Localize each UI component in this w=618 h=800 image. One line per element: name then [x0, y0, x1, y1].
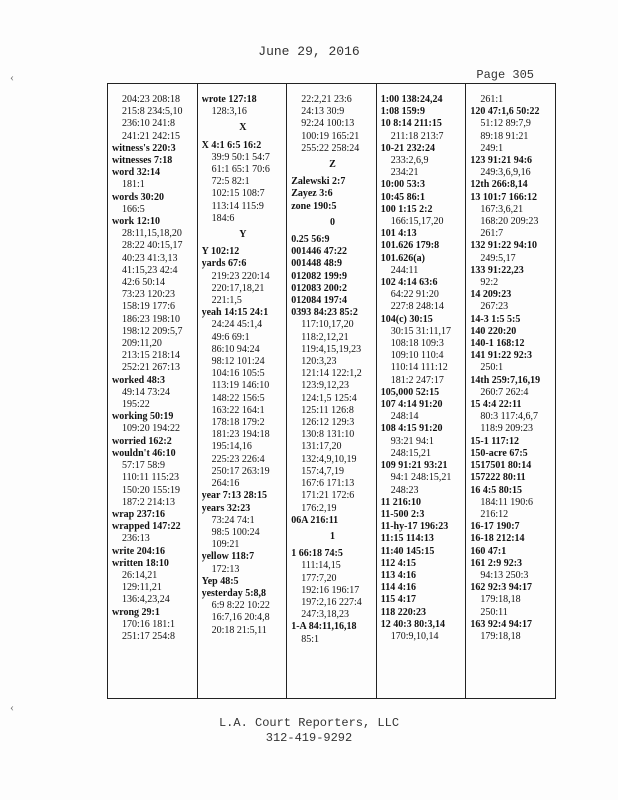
- index-line: 10-21 232:24: [380, 142, 435, 154]
- index-line: 261:1: [480, 94, 504, 105]
- index-line: 114 4:16: [380, 582, 417, 594]
- index-line: 1517501 80:14: [470, 460, 532, 472]
- index-line: 161 2:9 92:3: [470, 557, 523, 569]
- index-line: 168:20 209:23: [480, 216, 539, 228]
- index-line: Zayez 3:6: [291, 188, 333, 200]
- index-line: 157:4,7,19: [301, 465, 344, 477]
- index-line: 216:12: [480, 508, 509, 520]
- index-line: 11 216:10: [380, 496, 422, 508]
- index-line: work 12:10: [112, 216, 161, 228]
- index-line: 148:22 156:5: [211, 392, 265, 404]
- index-line: 179:18,18: [480, 630, 521, 642]
- index-line: 0393 84:23 85:2: [291, 307, 358, 319]
- index-line: 13 101:7 166:12: [470, 191, 538, 203]
- index-line: 115 4:17: [380, 594, 417, 606]
- index-line: 72:5 82:1: [211, 176, 250, 188]
- index-line: 1-A 84:11,16,18: [291, 621, 357, 633]
- index-line: 12th 266:8,14: [470, 179, 528, 191]
- index-line: 125:11 126:8: [301, 404, 354, 416]
- index-line: 192:16 196:17: [301, 584, 360, 596]
- index-line: 264:16: [211, 478, 240, 490]
- index-line: 109:20 194:22: [122, 423, 181, 435]
- index-line: worked 48:3: [112, 374, 166, 386]
- index-line: 124:1,5 125:4: [301, 392, 357, 404]
- index-line: 06A 216:11: [291, 514, 339, 526]
- index-line: 105,000 52:15: [380, 386, 440, 398]
- index-line: 170:9,10,14: [390, 630, 439, 642]
- index-line: 123 91:21 94:6: [470, 155, 533, 167]
- index-line: yards 67:6: [201, 258, 247, 270]
- index-line: 73:24 74:1: [211, 514, 255, 526]
- index-line: 163:22 164:1: [211, 404, 265, 416]
- index-line: years 32:23: [201, 502, 251, 514]
- index-line: 113 4:16: [380, 569, 417, 581]
- index-line: 250:17 263:19: [211, 465, 270, 477]
- index-line: 30:15 31:11,17: [390, 325, 451, 337]
- index-line: 123:9,12,23: [301, 380, 349, 392]
- index-line: Zalewski 2:7: [291, 176, 346, 188]
- index-line: Y 102:12: [201, 246, 240, 258]
- index-column: [198, 84, 288, 698]
- index-line: 24:13 30:9: [301, 106, 345, 118]
- index-line: 001448 48:9: [291, 258, 343, 270]
- index-line: 249:1: [480, 142, 504, 154]
- index-line: 170:16 181:1: [122, 618, 176, 630]
- index-line: 16-18 212:14: [470, 533, 525, 545]
- index-line: 113:14 115:9: [211, 200, 264, 212]
- index-line: 109:21: [211, 539, 240, 551]
- index-line: 16:7,16 20:4,8: [211, 612, 270, 624]
- page-number: Page 305: [476, 68, 534, 82]
- index-line: 130:8 131:10: [301, 429, 355, 441]
- index-line: 120 47:1,6 50:22: [470, 106, 540, 118]
- index-line: 126:12 129:3: [301, 417, 355, 429]
- index-line: 181:23 194:18: [211, 429, 270, 441]
- index-line: 215:8 234:5,10: [122, 106, 183, 118]
- index-line: 158:19 177:6: [122, 301, 176, 313]
- index-line: 98:5 100:24: [211, 526, 260, 538]
- index-line: 267:23: [480, 301, 509, 313]
- index-line: yellow 118:7: [201, 551, 255, 563]
- index-line: 1:00 138:24,24: [380, 94, 443, 105]
- index-line: 195:14,16: [211, 441, 252, 453]
- index-line: 22:2,21 23:6: [301, 94, 352, 105]
- index-line: 89:18 91:21: [480, 130, 529, 142]
- index-line: 236:13: [122, 533, 150, 545]
- index-line: 26:14,21: [122, 569, 158, 581]
- index-line: witness's 220:3: [112, 142, 176, 154]
- index-line: 132:4,9,10,19: [301, 453, 357, 465]
- index-line: 111:14,15: [301, 560, 341, 572]
- index-line: 177:7,20: [301, 572, 337, 584]
- index-letter-heading: Z: [329, 159, 336, 171]
- margin-mark: ‹: [10, 700, 14, 714]
- index-line: 211:18 213:7: [390, 130, 444, 142]
- index-line: 150-acre 67:5: [470, 447, 528, 459]
- index-line: 233:2,6,9: [390, 155, 429, 167]
- index-line: 150:20 155:19: [122, 484, 181, 496]
- index-line: 49:14 73:24: [122, 386, 171, 398]
- index-line: 10:45 86:1: [380, 191, 425, 203]
- index-column: [108, 84, 198, 698]
- index-line: 250:11: [480, 606, 508, 618]
- index-line: 108 4:15 91:20: [380, 423, 443, 435]
- index-line: words 30:20: [112, 191, 164, 203]
- index-line: 220:17,18,21: [211, 282, 265, 294]
- index-line: 244:11: [390, 264, 419, 276]
- index-line: 39:9 50:1 54:7: [211, 151, 270, 163]
- index-line: 012083 200:2: [291, 282, 348, 294]
- index-line: 94:1 248:15,21: [390, 472, 452, 484]
- index-line: 167:3,6,21: [480, 203, 524, 215]
- index-line: 213:15 218:14: [122, 350, 181, 362]
- index-line: 247:3,18,23: [301, 609, 349, 621]
- index-line: 227:8 248:14: [390, 301, 444, 313]
- index-line: 51:12 89:7,9: [480, 118, 531, 130]
- index-line: 102 4:14 63:6: [380, 277, 438, 289]
- index-line: wrong 29:1: [112, 606, 160, 618]
- index-line: worried 162:2: [112, 435, 172, 447]
- index-line: 107 4:14 91:20: [380, 399, 443, 411]
- index-line: 250:1: [480, 362, 504, 374]
- index-column: [466, 84, 555, 698]
- index-line: 14-3 1:5 5:5: [470, 313, 521, 325]
- index-line: written 18:10: [112, 557, 169, 569]
- index-letter-heading: 1: [329, 530, 335, 542]
- index-line: 10:00 53:3: [380, 179, 425, 191]
- index-line: 110:14 111:12: [390, 362, 448, 374]
- index-line: 1:08 159:9: [380, 106, 425, 118]
- index-line: 100 1:15 2:2: [380, 203, 433, 215]
- index-line: 119:4,15,19,23: [301, 343, 362, 355]
- margin-mark: ‹: [10, 70, 14, 84]
- index-line: zone 190:5: [291, 200, 337, 212]
- index-line: 133 91:22,23: [470, 264, 524, 276]
- index-line: 120:3,23: [301, 356, 337, 368]
- index-line: 140-1 168:12: [470, 338, 525, 350]
- index-line: year 7:13 28:15: [201, 490, 267, 502]
- index-line: 101 4:13: [380, 228, 417, 240]
- index-column: [287, 84, 377, 698]
- index-line: wouldn't 46:10: [112, 447, 176, 459]
- index-line: 181:1: [122, 179, 145, 191]
- index-line: 186:23 198:10: [122, 313, 181, 325]
- index-table: [107, 83, 556, 699]
- index-line: 001446 47:22: [291, 246, 348, 258]
- index-line: 160 47:1: [470, 545, 507, 557]
- index-line: 113:19 146:10: [211, 380, 270, 392]
- index-line: 11-500 2:3: [380, 508, 425, 520]
- index-line: 92:24 100:13: [301, 118, 355, 130]
- index-line: word 32:14: [112, 167, 161, 179]
- index-line: yesterday 5:8,8: [201, 587, 267, 599]
- index-line: 163 92:4 94:17: [470, 618, 533, 630]
- index-line: 98:12 101:24: [211, 356, 265, 368]
- index-line: 1 66:18 74:5: [291, 548, 343, 560]
- index-line: 252:21 267:13: [122, 362, 181, 374]
- index-line: 28:22 40:15,17: [122, 240, 183, 252]
- index-line: 197:2,16 227:4: [301, 596, 362, 608]
- index-line: 221:1,5: [211, 295, 242, 307]
- index-letter-heading: X: [239, 122, 247, 134]
- index-line: 11-hy-17 196:23: [380, 521, 449, 533]
- index-line: 40:23 41:3,13: [122, 252, 178, 264]
- index-line: 012084 197:4: [291, 295, 348, 307]
- index-line: 42:6 50:14: [122, 277, 166, 289]
- index-line: 225:23 226:4: [211, 453, 265, 465]
- index-line: 204:23 208:18: [122, 94, 181, 105]
- index-line: 157222 80:11: [470, 472, 526, 484]
- index-line: yeah 14:15 24:1: [201, 307, 269, 319]
- index-line: 129:11,21: [122, 582, 162, 594]
- index-line: 121:14 122:1,2: [301, 368, 362, 380]
- index-line: 140 220:20: [470, 325, 517, 337]
- index-line: 012082 199:9: [291, 270, 348, 282]
- index-line: 109:10 110:4: [390, 350, 444, 362]
- index-line: 85:1: [301, 633, 319, 645]
- index-line: 176:2,19: [301, 502, 337, 514]
- index-line: 248:15,21: [390, 447, 432, 459]
- index-line: 255:22 258:24: [301, 142, 360, 154]
- index-line: Yep 48:5: [201, 575, 239, 587]
- index-line: 128:3,16: [211, 106, 247, 118]
- index-line: 73:23 120:23: [122, 289, 176, 301]
- index-line: 249:5,17: [480, 252, 516, 264]
- footer-phone: 312-419-9292: [265, 731, 353, 745]
- index-line: 162 92:3 94:17: [470, 582, 533, 594]
- index-line: 12 40:3 80:3,14: [380, 618, 445, 630]
- index-letter-heading: Y: [239, 229, 247, 241]
- index-line: 15 4:4 22:11: [470, 399, 522, 411]
- index-line: 80:3 117:4,6,7: [480, 411, 539, 423]
- index-line: 251:17 254:8: [122, 630, 176, 642]
- index-line: 16-17 190:7: [470, 521, 520, 533]
- index-line: 24:24 45:1,4: [211, 319, 263, 331]
- index-line: 117:10,17,20: [301, 319, 354, 331]
- index-line: 166:5: [122, 203, 145, 215]
- index-line: 172:13: [211, 563, 240, 575]
- index-line: 236:10 241:8: [122, 118, 176, 130]
- index-line: 110:11 115:23: [122, 472, 179, 484]
- index-line: 131:17,20: [301, 441, 342, 453]
- index-line: witnesses 7:18: [112, 155, 173, 167]
- index-line: 61:1 65:1 70:6: [211, 164, 270, 176]
- index-line: 241:21 242:15: [122, 130, 181, 142]
- index-line: write 204:16: [112, 545, 166, 557]
- footer-company: L.A. Court Reporters, LLC: [218, 716, 400, 730]
- index-line: 136:4,23,24: [122, 594, 170, 606]
- index-line: working 50:19: [112, 411, 174, 423]
- index-line: 14 209:23: [470, 289, 512, 301]
- index-line: 198:12 209:5,7: [122, 325, 183, 337]
- index-line: 166:15,17,20: [390, 216, 444, 228]
- index-line: 179:18,18: [480, 594, 521, 606]
- index-line: 102:15 108:7: [211, 188, 265, 200]
- index-line: 92:2: [480, 277, 499, 289]
- index-line: 132 91:22 94:10: [470, 240, 538, 252]
- index-line: 104(c) 30:15: [380, 313, 433, 325]
- index-line: 261:7: [480, 228, 504, 240]
- index-line: 248:14: [390, 411, 419, 423]
- index-line: 195:22: [122, 399, 150, 411]
- index-line: 10 8:14 211:15: [380, 118, 442, 130]
- index-line: 108:18 109:3: [390, 338, 444, 350]
- index-line: 0.25 56:9: [291, 234, 330, 246]
- index-line: 41:15,23 42:4: [122, 264, 178, 276]
- index-line: 260:7 262:4: [480, 386, 529, 398]
- index-line: 112 4:15: [380, 557, 417, 569]
- index-line: 101.626 179:8: [380, 240, 440, 252]
- index-line: 28:11,15,18,20: [122, 228, 182, 240]
- index-line: X 4:1 6:5 16:2: [201, 139, 262, 151]
- index-line: 93:21 94:1: [390, 435, 434, 447]
- index-line: 100:19 165:21: [301, 130, 360, 142]
- index-line: 20:18 21:5,11: [211, 624, 267, 636]
- index-line: 187:2 214:13: [122, 496, 176, 508]
- index-line: 15-1 117:12: [470, 435, 519, 447]
- index-line: 181:2 247:17: [390, 374, 444, 386]
- index-line: 184:6: [211, 212, 235, 224]
- index-line: 109 91:21 93:21: [380, 460, 448, 472]
- index-line: 209:11,20: [122, 338, 162, 350]
- index-line: 234:21: [390, 167, 419, 179]
- index-line: 167:6 171:13: [301, 478, 355, 490]
- index-line: 141 91:22 92:3: [470, 350, 533, 362]
- index-line: 6:9 8:22 10:22: [211, 600, 270, 612]
- document-date: June 29, 2016: [258, 44, 360, 59]
- index-line: wrap 237:16: [112, 508, 166, 520]
- index-line: 57:17 58:9: [122, 460, 166, 472]
- index-letter-heading: 0: [329, 216, 335, 228]
- index-line: 178:18 179:2: [211, 417, 265, 429]
- index-line: 64:22 91:20: [390, 289, 439, 301]
- index-line: wrote 127:18: [201, 94, 257, 105]
- index-line: 94:13 250:3: [480, 569, 529, 581]
- index-line: 14th 259:7,16,19: [470, 374, 541, 386]
- index-line: 219:23 220:14: [211, 270, 270, 282]
- index-line: 104:16 105:5: [211, 368, 265, 380]
- index-line: 86:10 94:24: [211, 343, 260, 355]
- index-line: 171:21 172:6: [301, 490, 355, 502]
- index-line: 184:11 190:6: [480, 496, 534, 508]
- index-line: 118:2,12,21: [301, 331, 349, 343]
- index-line: 11:40 145:15: [380, 545, 435, 557]
- index-column: [377, 84, 467, 698]
- index-line: 11:15 114:13: [380, 533, 434, 545]
- index-line: 118:9 209:23: [480, 423, 534, 435]
- index-line: 101.626(a): [380, 252, 425, 264]
- index-line: 118 220:23: [380, 606, 427, 618]
- index-line: wrapped 147:22: [112, 521, 181, 533]
- index-line: 249:3,6,9,16: [480, 167, 531, 179]
- index-line: 16 4:5 80:15: [470, 484, 523, 496]
- index-line: 49:6 69:1: [211, 331, 250, 343]
- index-line: 248:23: [390, 484, 419, 496]
